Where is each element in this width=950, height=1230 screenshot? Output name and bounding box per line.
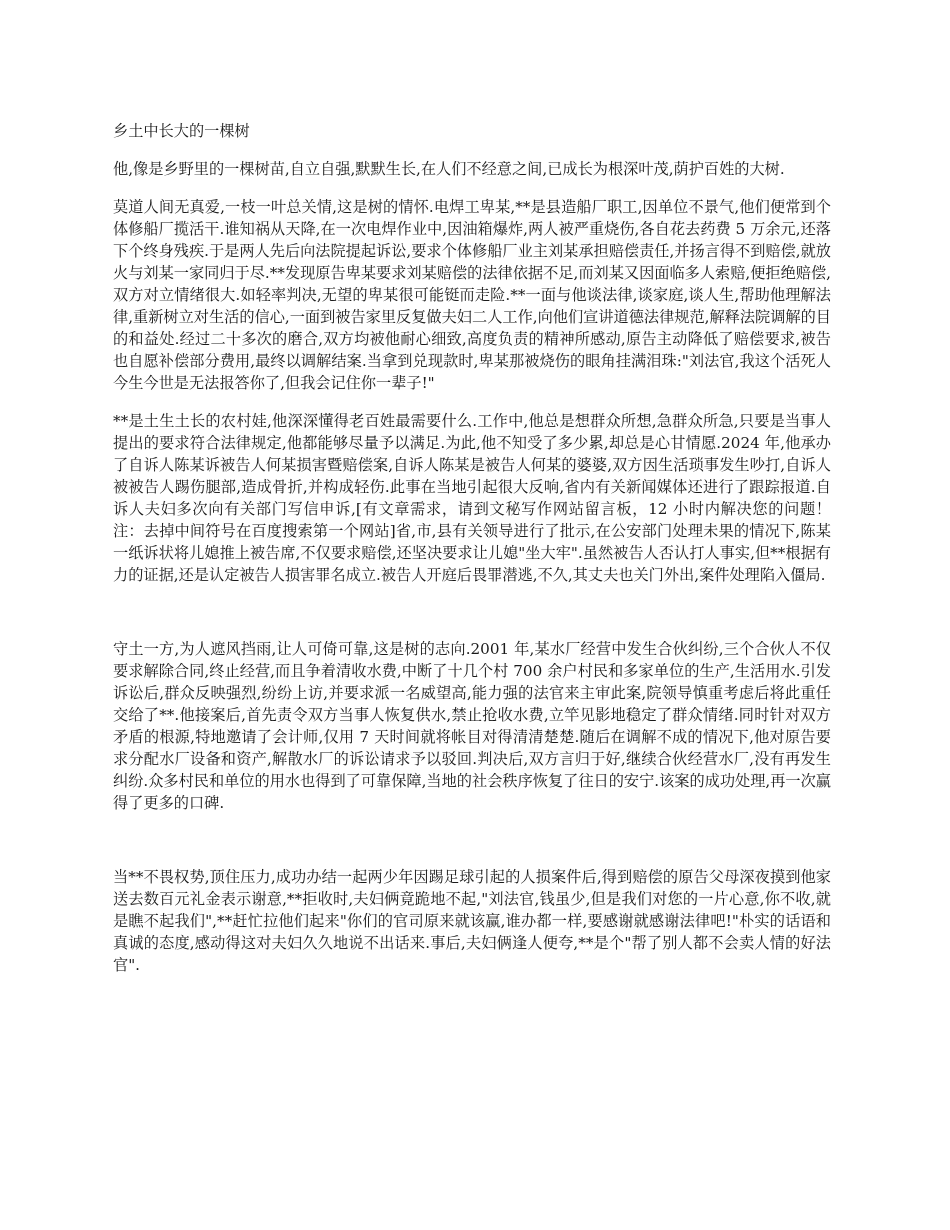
paragraph-mediation-case: 莫道人间无真爱,一枝一叶总关情,这是树的情怀.电焊工卑某,**是县造船厂职工,因单位不景气,他们便常到个体修船厂揽活干.谁知祸从天降,在一次电焊作业中,因油箱爆炸,两人被严重烧伤,各自花去药费 5 万余元,还落下个终身残疾.于是两人先后向法院提起诉讼,要求个体修船厂业主刘某承担赔偿责任,并扬言得不到赔偿,就放火与刘某一家同归于尽.**发现原告卑某要求刘某赔偿的法律依据不足,而刘某又因面临多人索赔,便拒绝赔偿,双方对立情绪很大.如轻率判决,无望的卑某很可能铤而走险.**一面与他谈法律,谈家庭,谈人生,帮助他理解法律,重新树立对生活的信心,一面到被告家里反复做夫妇二人工作,向他们宣讲道德法律规范,解释法院调解的目的和益处.经过二十多次的磨合,双方均被他耐心细致,高度负责的精神所感动,原告主动降低了赔偿要求,被告也自愿补偿部分费用,最终以调解结案.当拿到兑现款时,卑某那被烧伤的眼角挂满泪珠:"刘法官,我这个活死人今生今世是无法报答你了,但我会记住你一辈子!"	[113, 198, 831, 392]
paragraph-family-case: **是土生土长的农村娃,他深深懂得老百姓最需要什么.工作中,他总是想群众所想,急群众所急,只要是当事人提出的要求符合法律规定,他都能够尽量予以满足.为此,他不知受了多少累,却总是心甘情愿.2024 年,他承办了自诉人陈某诉被告人何某损害暨赔偿案,自诉人陈某是被告人何某的婆婆,双方因生活琐事发生吵打,自诉人被被告人踢伤腿部,造成骨折,并构成轻伤.此事在当地引起很大反响,省内有关新闻媒体还进行了跟踪报道.自诉人夫妇多次向有关部门写信申诉,[有文章需求，请到文秘写作网站留言板，12 小时内解决您的问题！注：去掉中间符号在百度搜索第一个网站]省,市,县有关领导进行了批示,在公安部门处理未果的情况下,陈某一纸诉状将儿媳推上被告席,不仅要求赔偿,还坚决要求让儿媳"坐大牢".虽然被告人否认打人事实,但**根据有力的证据,还是认定被告人损害罪名成立.被告人开庭后畏罪潜逃,不久,其丈夫也关门外出,案件处理陷入僵局.	[113, 412, 831, 584]
paragraph-water-plant-case: 守土一方,为人遮风挡雨,让人可倚可靠,这是树的志向.2001 年,某水厂经营中发生合伙纠纷,三个合伙人不仅要求解除合同,终止经营,而且争着清收水费,中断了十几个村 700 余户村民和多家单位的生产,生活用水.引发诉讼后,群众反映强烈,纷纷上访,并要求派一名威望高,能力强的法官来主审此案,院领导慎重考虑后将此重任交给了**.他接案后,首先责令双方当事人恢复供水,禁止抢收水费,立竿见影地稳定了群众情绪.同时针对双方矛盾的根源,特地邀请了会计师,仅用 7 天时间就将帐目对得清清楚楚.随后在调解不成的情况下,他对原告要求分配水厂设备和资产,解散水厂的诉讼请求予以驳回.判决后,双方言归于好,继续合伙经营水厂,没有再发生纠纷.众多村民和单位的用水也得到了可靠保障,当地的社会秩序恢复了往日的安宁.该案的成功处理,再一次赢得了更多的口碑.	[113, 640, 831, 812]
paragraph-football-case: 当**不畏权势,顶住压力,成功办结一起两少年因踢足球引起的人损案件后,得到赔偿的原告父母深夜摸到他家送去数百元礼金表示谢意,**拒收时,夫妇俩竟跪地不起,"刘法官,钱虽少,但是我们对您的一片心意,你不收,就是瞧不起我们",**赶忙拉他们起来"你们的官司原来就该赢,谁办都一样,要感谢就感谢法律吧!"朴实的话语和真诚的态度,感动得这对夫妇久久地说不出话来.事后,夫妇俩逢人便夸,**是个"帮了别人都不会卖人情的好法官".	[113, 868, 831, 974]
document-page	[113, 120, 831, 992]
document-title: 乡土中长大的一棵树	[113, 122, 250, 140]
paragraph-intro: 他,像是乡野里的一棵树苗,自立自强,默默生长,在人们不经意之间,已成长为根深叶茂,荫护百姓的大树.	[113, 160, 785, 178]
